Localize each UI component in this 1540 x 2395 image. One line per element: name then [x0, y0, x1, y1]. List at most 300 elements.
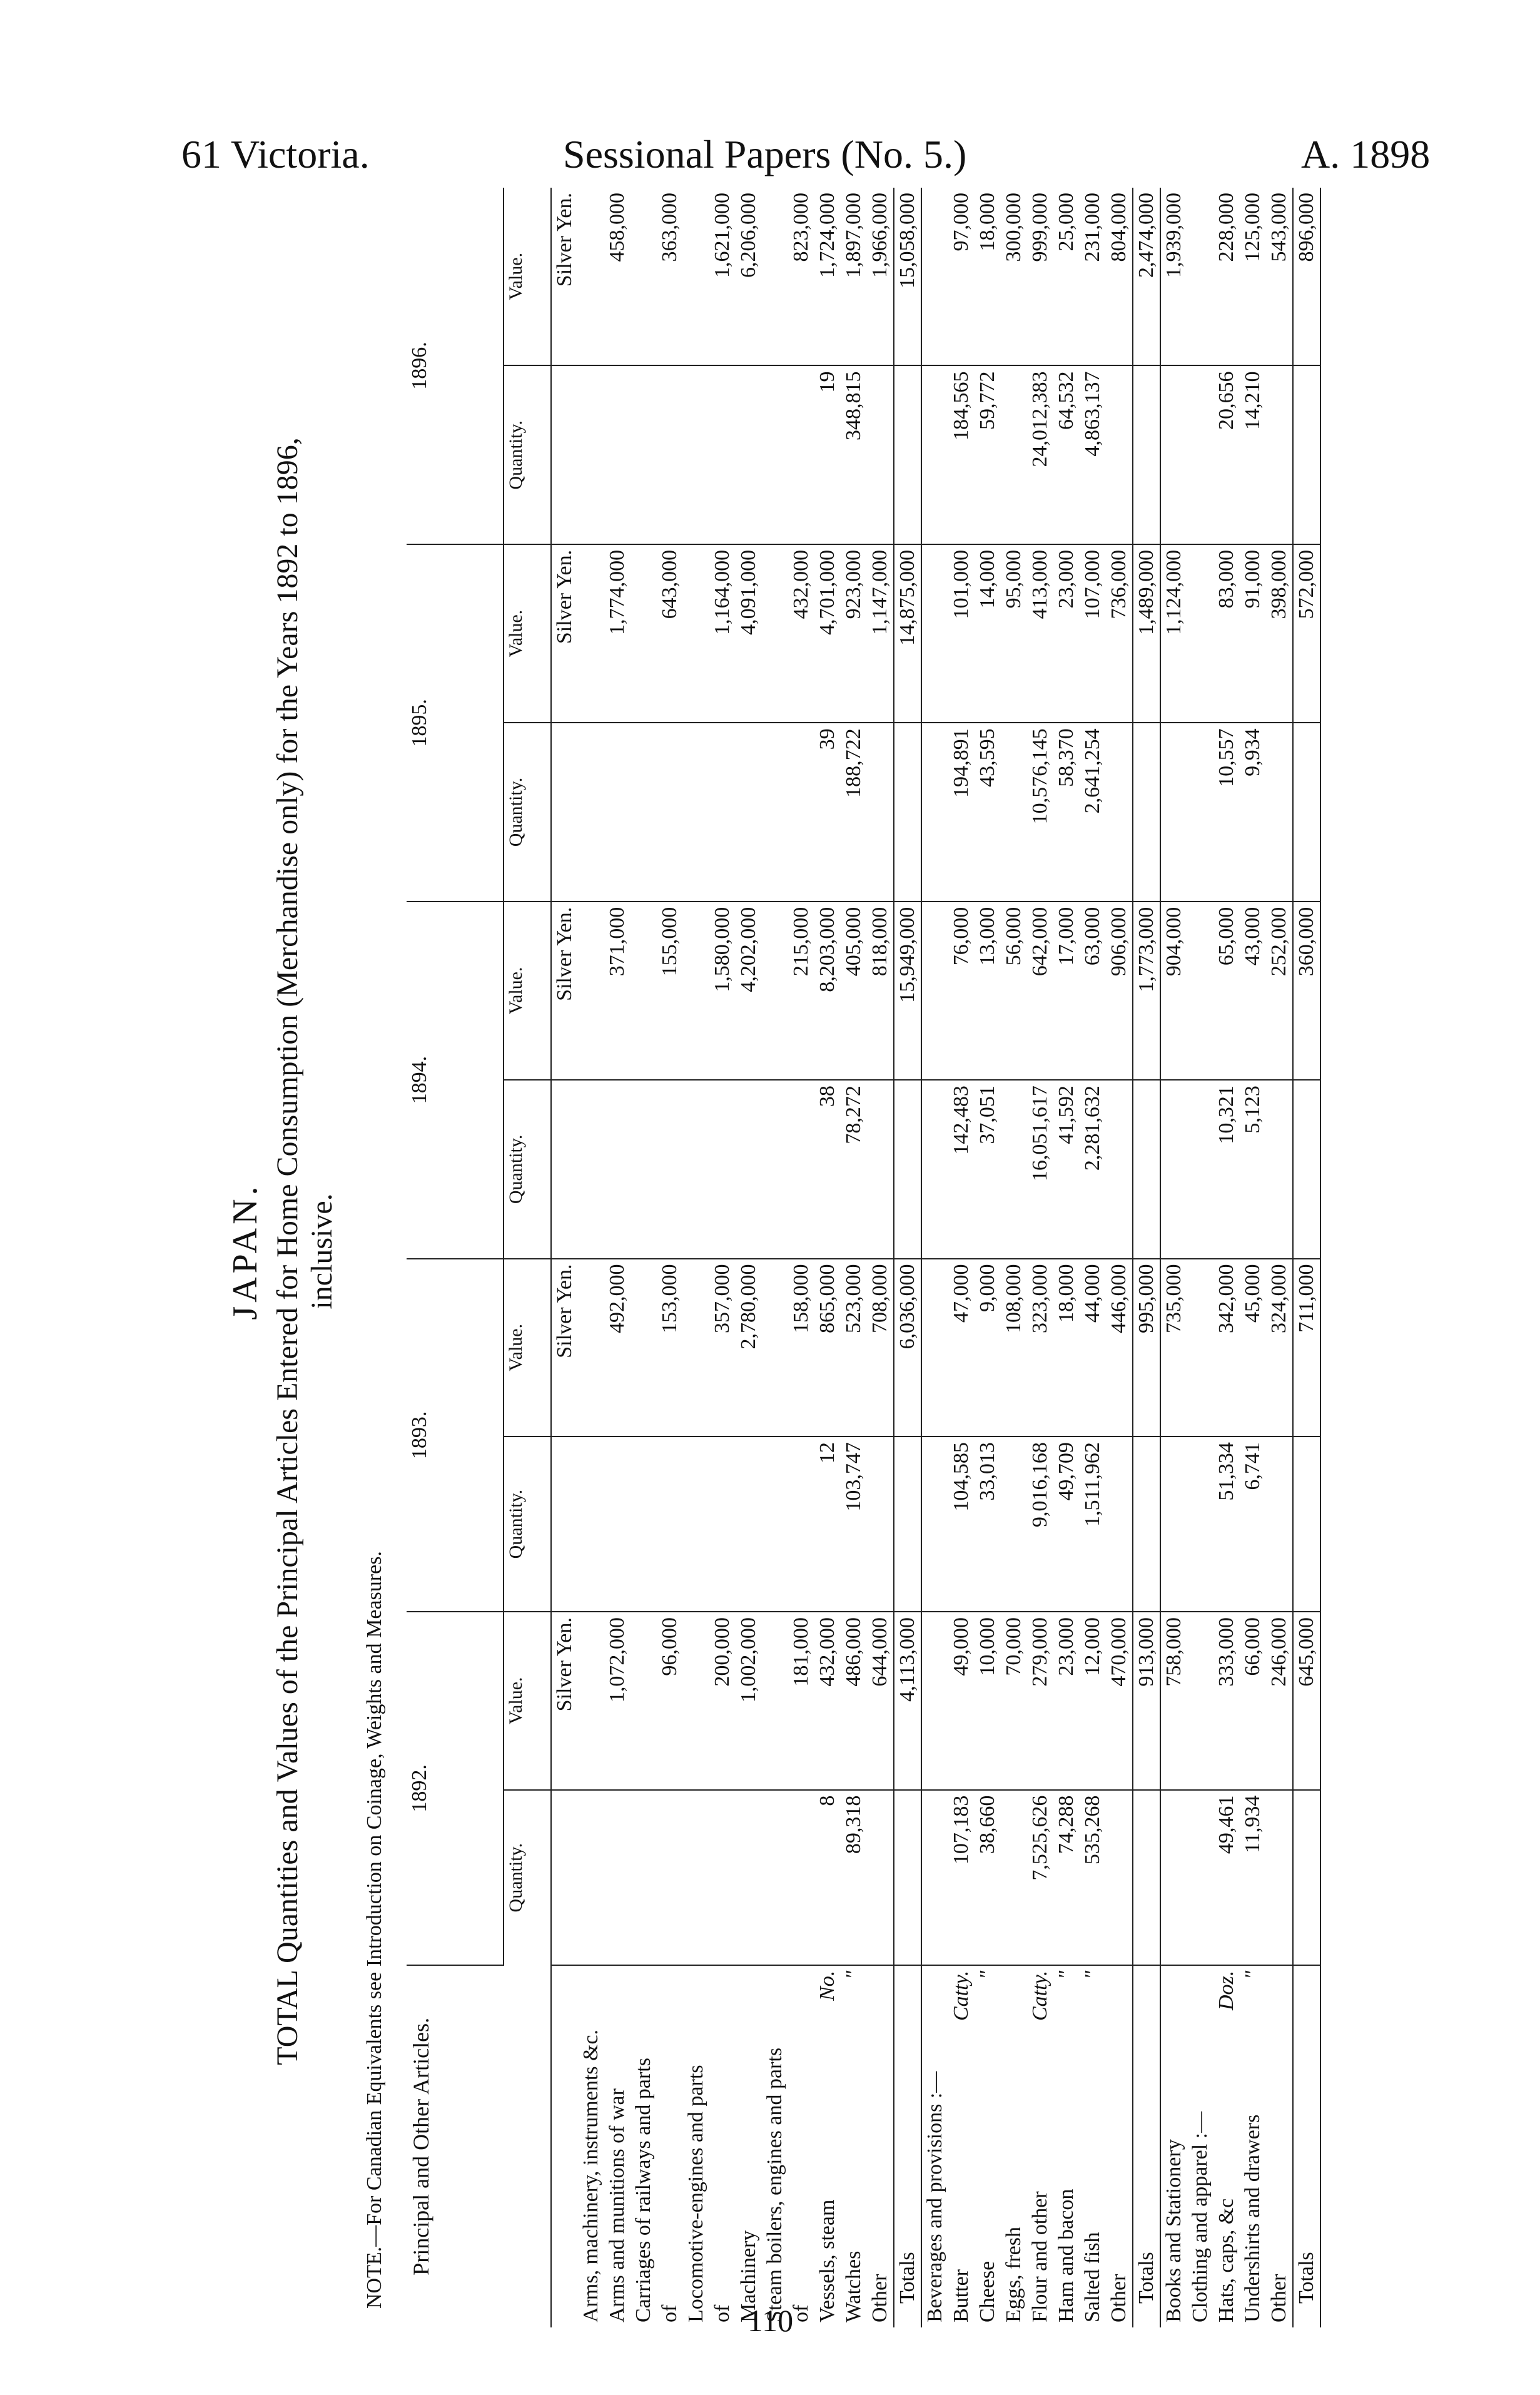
quantity-cell — [604, 1436, 631, 1612]
quantity-cell — [921, 1080, 948, 1258]
quantity-cell: 20,656 — [1213, 366, 1240, 544]
quantity-cell — [921, 1436, 948, 1612]
quantity-cell — [762, 1080, 788, 1258]
value-cell: 1,621,000 — [709, 188, 736, 366]
quantity-cell — [1133, 366, 1160, 544]
value-cell — [762, 902, 788, 1080]
quantity-cell — [736, 1790, 762, 1965]
value-cell — [921, 1612, 948, 1790]
value-cell: 45,000 — [1240, 1259, 1266, 1437]
value-cell: 155,000 — [657, 902, 683, 1080]
row-label: Books and Stationery — [1162, 2139, 1185, 2322]
table-row — [631, 188, 657, 2327]
value-cell — [578, 902, 604, 1080]
quantity-cell: 49,461 — [1213, 1790, 1240, 1965]
value-header: Value. — [504, 902, 551, 1080]
quantity-cell — [1293, 1790, 1320, 1965]
unit-label: " — [1241, 1970, 1264, 1980]
value-cell: 736,000 — [1106, 544, 1133, 723]
quantity-cell: 59,772 — [975, 366, 1001, 544]
quantity-cell — [736, 366, 762, 544]
quantity-cell — [867, 1790, 894, 1965]
value-cell: 543,000 — [1266, 188, 1293, 366]
row-label: of — [789, 2304, 813, 2322]
quantity-cell — [736, 723, 762, 901]
value-cell: 8,203,000 — [814, 902, 841, 1080]
value-cell: 1,966,000 — [867, 188, 894, 366]
quantity-cell — [657, 1436, 683, 1612]
value-cell: 158,000 — [788, 1259, 814, 1437]
quantity-cell — [921, 723, 948, 901]
value-cell: 300,000 — [1001, 188, 1027, 366]
value-cell: 65,000 — [1213, 902, 1240, 1080]
value-cell: 523,000 — [841, 1259, 867, 1437]
value-cell: 999,000 — [1027, 188, 1053, 366]
quantity-cell — [578, 1790, 604, 1965]
quantity-cell — [683, 1790, 709, 1965]
quantity-cell — [1266, 366, 1293, 544]
title-block — [206, 156, 339, 2346]
quantity-cell — [867, 723, 894, 901]
quantity-cell — [709, 1436, 736, 1612]
quantity-cell — [788, 366, 814, 544]
quantity-cell: 9,934 — [1240, 723, 1266, 901]
value-cell: 14,000 — [975, 544, 1001, 723]
currency-note: Silver Yen. — [551, 1612, 578, 1790]
quantity-cell: 10,321 — [1213, 1080, 1240, 1258]
value-cell — [1187, 188, 1213, 366]
value-cell: 1,897,000 — [841, 188, 867, 366]
row-label: Other — [1267, 2274, 1290, 2322]
value-cell: 371,000 — [604, 902, 631, 1080]
quantity-cell — [631, 366, 657, 544]
value-cell: 2,474,000 — [1133, 188, 1160, 366]
row-label: Totals — [896, 2252, 919, 2304]
value-cell: 15,949,000 — [894, 902, 921, 1080]
quantity-cell — [762, 1790, 788, 1965]
quantity-cell: 5,123 — [1240, 1080, 1266, 1258]
row-label: Hats, caps, &c — [1215, 2198, 1238, 2322]
row-label: Eggs, fresh — [1002, 2227, 1025, 2322]
quantity-cell — [709, 1080, 736, 1258]
value-cell: 108,000 — [1001, 1259, 1027, 1437]
value-cell: 913,000 — [1133, 1612, 1160, 1790]
row-label: of — [711, 2304, 734, 2322]
year-header-row — [407, 188, 504, 2327]
quantity-cell: 74,288 — [1053, 1790, 1080, 1965]
row-label: Other — [868, 2274, 891, 2322]
quantity-header: Quantity. — [504, 1790, 551, 1965]
quantity-cell — [1160, 366, 1187, 544]
value-cell: 181,000 — [788, 1612, 814, 1790]
quantity-cell — [1001, 1790, 1027, 1965]
value-cell: 1,724,000 — [814, 188, 841, 366]
value-cell: 43,000 — [1240, 902, 1266, 1080]
table-row — [762, 188, 788, 2327]
quantity-cell — [788, 723, 814, 901]
value-cell — [631, 188, 657, 366]
quantity-header: Quantity. — [504, 1436, 551, 1612]
value-cell: 1,072,000 — [604, 1612, 631, 1790]
quantity-cell: 14,210 — [1240, 366, 1266, 544]
quantity-cell — [894, 1436, 921, 1612]
value-cell: 9,000 — [975, 1259, 1001, 1437]
quantity-cell: 41,592 — [1053, 1080, 1080, 1258]
value-cell: 6,036,000 — [894, 1259, 921, 1437]
value-header: Value. — [504, 188, 551, 366]
value-cell: 1,124,000 — [1160, 544, 1187, 723]
table-row — [1080, 188, 1106, 2327]
quantity-cell — [578, 366, 604, 544]
value-cell: 995,000 — [1133, 1259, 1160, 1437]
value-cell: 1,774,000 — [604, 544, 631, 723]
value-cell: 246,000 — [1266, 1612, 1293, 1790]
quantity-cell — [1187, 723, 1213, 901]
quantity-cell: 78,272 — [841, 1080, 867, 1258]
value-cell: 153,000 — [657, 1259, 683, 1437]
quantity-cell — [578, 723, 604, 901]
value-cell: 324,000 — [1266, 1259, 1293, 1437]
value-cell: 708,000 — [867, 1259, 894, 1437]
quantity-cell — [1106, 1080, 1133, 1258]
table-row — [975, 188, 1001, 2327]
quantity-cell — [604, 1790, 631, 1965]
value-cell: 333,000 — [1213, 1612, 1240, 1790]
row-label: Other — [1107, 2274, 1130, 2322]
value-cell: 107,000 — [1080, 544, 1106, 723]
year-header: 1894. — [407, 902, 504, 1259]
value-cell: 363,000 — [657, 188, 683, 366]
value-cell: 758,000 — [1160, 1612, 1187, 1790]
quantity-cell: 39 — [814, 723, 841, 901]
quantity-cell — [657, 1790, 683, 1965]
quantity-cell — [657, 723, 683, 901]
value-cell: 18,000 — [975, 188, 1001, 366]
quantity-cell — [867, 366, 894, 544]
value-cell: 486,000 — [841, 1612, 867, 1790]
row-label: Salted fish — [1081, 2232, 1104, 2322]
quantity-cell — [604, 723, 631, 901]
unit-label: Catty. — [950, 1970, 973, 2021]
principal-articles-header: Principal and Other Articles. — [407, 1965, 551, 2327]
quantity-cell — [1160, 1080, 1187, 1258]
quantity-cell — [921, 366, 948, 544]
quantity-cell: 1,511,962 — [1080, 1436, 1106, 1612]
value-cell — [762, 1612, 788, 1790]
value-cell — [1187, 1612, 1213, 1790]
value-cell: 91,000 — [1240, 544, 1266, 723]
currency-note: Silver Yen. — [551, 1259, 578, 1437]
value-cell: 101,000 — [948, 544, 975, 723]
quantity-cell — [631, 1436, 657, 1612]
value-cell: 12,000 — [1080, 1612, 1106, 1790]
quantity-cell: 194,891 — [948, 723, 975, 901]
quantity-cell: 58,370 — [1053, 723, 1080, 901]
currency-note: Silver Yen. — [551, 902, 578, 1080]
value-cell: 1,164,000 — [709, 544, 736, 723]
quantity-cell — [1293, 723, 1320, 901]
row-label: Carriages of railways and parts — [632, 2058, 655, 2322]
table-row — [788, 188, 814, 2327]
value-cell: 1,939,000 — [1160, 188, 1187, 366]
table-row — [814, 188, 841, 2327]
value-cell: 432,000 — [788, 544, 814, 723]
row-label: Arms and munitions of war — [605, 2088, 629, 2322]
quantity-cell: 7,525,626 — [1027, 1790, 1053, 1965]
row-label: Locomotive-engines and parts — [684, 2065, 707, 2322]
value-cell: 83,000 — [1213, 544, 1240, 723]
quantity-cell: 4,863,137 — [1080, 366, 1106, 544]
value-cell: 70,000 — [1001, 1612, 1027, 1790]
value-cell: 15,058,000 — [894, 188, 921, 366]
value-cell: 360,000 — [1293, 902, 1320, 1080]
quantity-cell — [604, 366, 631, 544]
value-cell: 228,000 — [1213, 188, 1240, 366]
quantity-cell: 24,012,383 — [1027, 366, 1053, 544]
quantity-cell: 37,051 — [975, 1080, 1001, 1258]
row-label: Totals — [1135, 2252, 1158, 2304]
value-cell: 13,000 — [975, 902, 1001, 1080]
row-label: of — [658, 2304, 681, 2322]
value-cell: 432,000 — [814, 1612, 841, 1790]
quantity-cell — [1266, 1080, 1293, 1258]
quantity-cell: 38 — [814, 1080, 841, 1258]
value-cell: 923,000 — [841, 544, 867, 723]
quantity-cell: 6,741 — [1240, 1436, 1266, 1612]
value-cell: 1,002,000 — [736, 1612, 762, 1790]
value-cell: 1,580,000 — [709, 902, 736, 1080]
quantity-cell — [1001, 366, 1027, 544]
row-label: Totals — [1295, 2252, 1318, 2304]
value-cell: 492,000 — [604, 1259, 631, 1437]
quantity-cell — [1160, 1436, 1187, 1612]
value-cell: 398,000 — [1266, 544, 1293, 723]
quantity-cell — [894, 366, 921, 544]
value-cell — [578, 544, 604, 723]
quantity-cell — [578, 1436, 604, 1612]
value-cell — [762, 188, 788, 366]
value-cell: 56,000 — [1001, 902, 1027, 1080]
quantity-cell: 103,747 — [841, 1436, 867, 1612]
quantity-cell — [894, 1080, 921, 1258]
quantity-cell — [709, 366, 736, 544]
quantity-cell: 535,268 — [1080, 1790, 1106, 1965]
totals-row — [894, 188, 921, 2327]
quantity-cell — [1001, 1436, 1027, 1612]
quantity-cell — [683, 1080, 709, 1258]
quantity-cell: 2,641,254 — [1080, 723, 1106, 901]
value-cell — [921, 1259, 948, 1437]
value-cell: 4,113,000 — [894, 1612, 921, 1790]
table-row — [683, 188, 709, 2327]
unit-label: " — [1081, 1970, 1104, 1980]
row-label: Ham and bacon — [1055, 2189, 1078, 2322]
quantity-cell: 64,532 — [1053, 366, 1080, 544]
value-cell — [683, 902, 709, 1080]
row-label: Steam boilers, engines and parts — [763, 2047, 786, 2322]
value-cell — [1187, 902, 1213, 1080]
quantity-cell — [736, 1080, 762, 1258]
quantity-cell — [1160, 1790, 1187, 1965]
value-cell: 804,000 — [1106, 188, 1133, 366]
value-cell — [1187, 1259, 1213, 1437]
quantity-cell: 89,318 — [841, 1790, 867, 1965]
value-cell: 231,000 — [1080, 188, 1106, 366]
quantity-cell — [788, 1080, 814, 1258]
table-row — [1187, 188, 1213, 2327]
value-cell: 458,000 — [604, 188, 631, 366]
value-cell — [631, 1612, 657, 1790]
quantity-cell: 10,557 — [1213, 723, 1240, 901]
value-cell — [921, 902, 948, 1080]
row-label: Cheese — [976, 2260, 999, 2322]
quantity-cell — [867, 1080, 894, 1258]
unit-label: " — [976, 1970, 999, 1980]
quantity-cell — [1001, 1080, 1027, 1258]
value-cell: 66,000 — [1240, 1612, 1266, 1790]
quantity-cell — [894, 1790, 921, 1965]
value-cell — [578, 188, 604, 366]
quantity-cell: 38,660 — [975, 1790, 1001, 1965]
quantity-cell — [1187, 366, 1213, 544]
value-cell: 4,202,000 — [736, 902, 762, 1080]
quantity-cell: 188,722 — [841, 723, 867, 901]
table-row — [1027, 188, 1053, 2327]
row-label: Arms, machinery, instruments &c. — [579, 2029, 602, 2322]
value-cell: 25,000 — [1053, 188, 1080, 366]
value-cell: 10,000 — [975, 1612, 1001, 1790]
row-label: Beverages and provisions :— — [923, 2071, 946, 2322]
quantity-cell: 43,595 — [975, 723, 1001, 901]
country-title: JAPAN. — [226, 1182, 265, 1320]
value-header: Value. — [504, 1612, 551, 1790]
quantity-cell — [762, 1436, 788, 1612]
quantity-cell — [657, 366, 683, 544]
value-cell: 413,000 — [1027, 544, 1053, 723]
quantity-cell — [1133, 1790, 1160, 1965]
table-row — [578, 188, 604, 2327]
header-session: 61 Victoria. — [181, 132, 370, 176]
value-cell: 711,000 — [1293, 1259, 1320, 1437]
quantity-header: Quantity. — [504, 1080, 551, 1258]
year-header: 1896. — [407, 188, 504, 544]
row-label: Machinery — [737, 2230, 760, 2322]
row-label: Watches — [842, 2250, 865, 2322]
quantity-cell: 12 — [814, 1436, 841, 1612]
value-cell: 470,000 — [1106, 1612, 1133, 1790]
quantity-cell: 16,051,617 — [1027, 1080, 1053, 1258]
value-cell: 904,000 — [1160, 902, 1187, 1080]
value-cell: 95,000 — [1001, 544, 1027, 723]
quantity-cell — [1106, 1436, 1133, 1612]
quantity-cell — [1187, 1436, 1213, 1612]
value-cell: 49,000 — [948, 1612, 975, 1790]
quantity-cell — [1160, 723, 1187, 901]
quantity-cell: 33,013 — [975, 1436, 1001, 1612]
value-cell: 76,000 — [948, 902, 975, 1080]
header-sessional-papers: Sessional Papers (No. 5.) — [563, 132, 967, 176]
quantity-cell: 107,183 — [948, 1790, 975, 1965]
quantity-cell — [631, 723, 657, 901]
value-cell: 357,000 — [709, 1259, 736, 1437]
value-cell: 47,000 — [948, 1259, 975, 1437]
quantity-cell — [709, 723, 736, 901]
quantity-cell — [683, 366, 709, 544]
quantity-header: Quantity. — [504, 366, 551, 544]
value-cell — [578, 1612, 604, 1790]
year-header: 1892. — [407, 1612, 504, 1965]
table-row — [867, 188, 894, 2327]
value-cell: 1,773,000 — [1133, 902, 1160, 1080]
row-label: Flour and other — [1028, 2191, 1051, 2322]
value-cell: 865,000 — [814, 1259, 841, 1437]
quantity-cell: 104,585 — [948, 1436, 975, 1612]
quantity-cell — [631, 1790, 657, 1965]
row-label: Vessels, steam — [816, 2199, 839, 2322]
table-row — [948, 188, 975, 2327]
quantity-cell — [788, 1436, 814, 1612]
value-cell — [631, 544, 657, 723]
value-cell: 405,000 — [841, 902, 867, 1080]
quantity-cell: 10,576,145 — [1027, 723, 1053, 901]
table-row — [709, 188, 736, 2327]
value-cell: 4,701,000 — [814, 544, 841, 723]
value-cell: 645,000 — [1293, 1612, 1320, 1790]
quantity-cell — [683, 1436, 709, 1612]
quantity-cell — [1133, 1080, 1160, 1258]
value-cell: 23,000 — [1053, 544, 1080, 723]
value-cell — [683, 544, 709, 723]
value-cell: 572,000 — [1293, 544, 1320, 723]
value-cell — [683, 1259, 709, 1437]
table-row — [1001, 188, 1027, 2327]
value-cell: 642,000 — [1027, 902, 1053, 1080]
value-cell: 342,000 — [1213, 1259, 1240, 1437]
note-text: NOTE.—For Canadian Equivalents see Introduction on Coinage, Weights and Measures. — [363, 1551, 386, 2309]
value-cell — [683, 188, 709, 366]
unit-label: " — [1055, 1970, 1078, 1980]
table-title-continued: inclusive. — [305, 1193, 338, 1309]
table-row — [921, 188, 948, 2327]
value-cell: 125,000 — [1240, 188, 1266, 366]
value-cell: 17,000 — [1053, 902, 1080, 1080]
value-cell: 735,000 — [1160, 1259, 1187, 1437]
value-header: Value. — [504, 544, 551, 723]
quantity-cell — [1001, 723, 1027, 901]
quantity-cell: 184,565 — [948, 366, 975, 544]
value-cell: 818,000 — [867, 902, 894, 1080]
quantity-cell — [762, 723, 788, 901]
value-cell — [921, 544, 948, 723]
quantity-cell — [1106, 366, 1133, 544]
unit-label: No. — [816, 1970, 839, 2001]
value-cell — [578, 1259, 604, 1437]
value-cell: 96,000 — [657, 1612, 683, 1790]
value-cell: 6,206,000 — [736, 188, 762, 366]
value-cell: 215,000 — [788, 902, 814, 1080]
value-cell — [762, 544, 788, 723]
page-number: 110 — [747, 2303, 794, 2338]
currency-row — [551, 188, 578, 2327]
currency-note: Silver Yen. — [551, 188, 578, 366]
table-row — [736, 188, 762, 2327]
header-year: A. 1898 — [1301, 132, 1431, 176]
quantity-cell — [762, 366, 788, 544]
value-cell: 823,000 — [788, 188, 814, 366]
value-cell: 323,000 — [1027, 1259, 1053, 1437]
quantity-cell — [1266, 1790, 1293, 1965]
value-cell: 44,000 — [1080, 1259, 1106, 1437]
